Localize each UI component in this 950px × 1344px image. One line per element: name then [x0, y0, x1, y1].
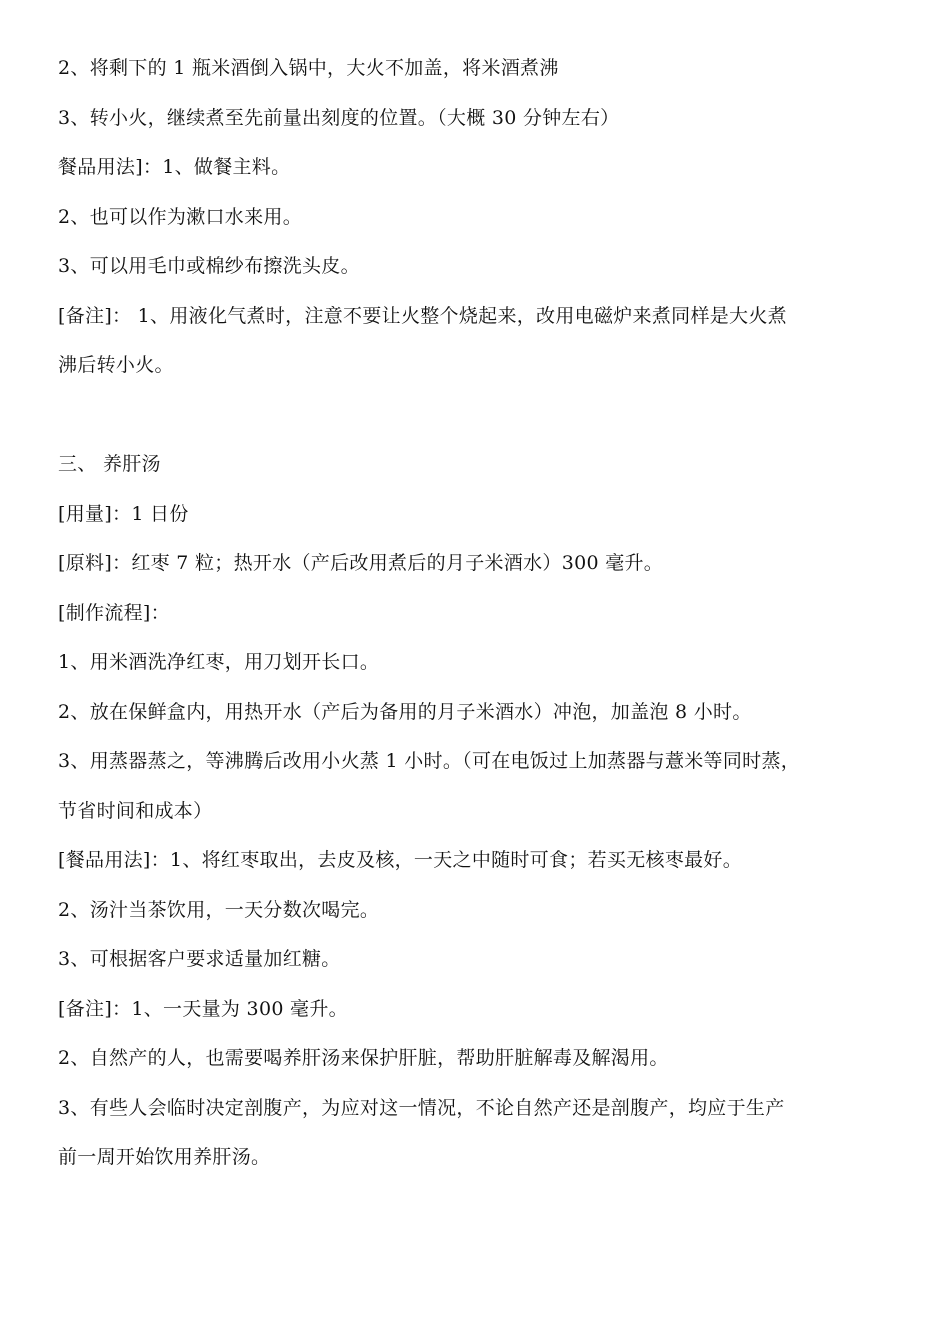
text-line: 餐品用法]：1、做餐主料。 [58, 156, 291, 178]
text-line: [原料]：红枣 7 粒；热开水（产后改用煮后的月子米酒水）300 毫升。 [58, 552, 664, 574]
text-line: 2、自然产的人，也需要喝养肝汤来保护肝脏，帮助肝脏解毒及解渴用。 [58, 1047, 669, 1069]
text-line: 2、将剩下的 1 瓶米酒倒入锅中，大火不加盖，将米酒煮沸 [58, 57, 559, 79]
document-page [58, 56, 898, 1195]
text-line: 节省时间和成本） [58, 799, 213, 822]
text-line: [用量]：1 日份 [58, 502, 189, 525]
text-line: 2、也可以作为漱口水来用。 [58, 205, 302, 228]
section-heading: 三、 养肝汤 [58, 453, 161, 475]
text-line: [餐品用法]：1、将红枣取出，去皮及核，一天之中随时可食；若买无核枣最好。 [58, 849, 743, 871]
text-line: 3、用蒸器蒸之，等沸腾后改用小火蒸 1 小时。（可在电饭过上加蒸器与薏米等同时蒸， [58, 750, 801, 772]
text-line: 2、放在保鲜盒内，用热开水（产后为备用的月子米酒水）冲泡，加盖泡 8 小时。 [58, 700, 752, 723]
text-line: [制作流程]： [58, 601, 170, 624]
text-line: 3、转小火，继续煮至先前量出刻度的位置。（大概 30 分钟左右） [58, 106, 620, 129]
text-line: [备注]： 1、用液化气煮时，注意不要让火整个烧起来，改用电磁炉来煮同样是大火煮 [58, 304, 787, 327]
text-line: 3、有些人会临时决定剖腹产，为应对这一情况，不论自然产还是剖腹产，均应于生产 [58, 1096, 785, 1119]
text-line: 沸后转小火。 [58, 354, 174, 376]
text-line: 3、可根据客户要求适量加红糖。 [58, 948, 341, 970]
text-line: 前一周开始饮用养肝汤。 [58, 1146, 271, 1168]
text-line: [备注]：1、一天量为 300 毫升。 [58, 997, 348, 1020]
text-line: 3、可以用毛巾或棉纱布擦洗头皮。 [58, 255, 360, 277]
text-line: 2、汤汁当茶饮用，一天分数次喝完。 [58, 898, 380, 921]
paragraph-gap [58, 403, 898, 453]
text-line: 1、用米酒洗净红枣，用刀划开长口。 [58, 651, 380, 673]
